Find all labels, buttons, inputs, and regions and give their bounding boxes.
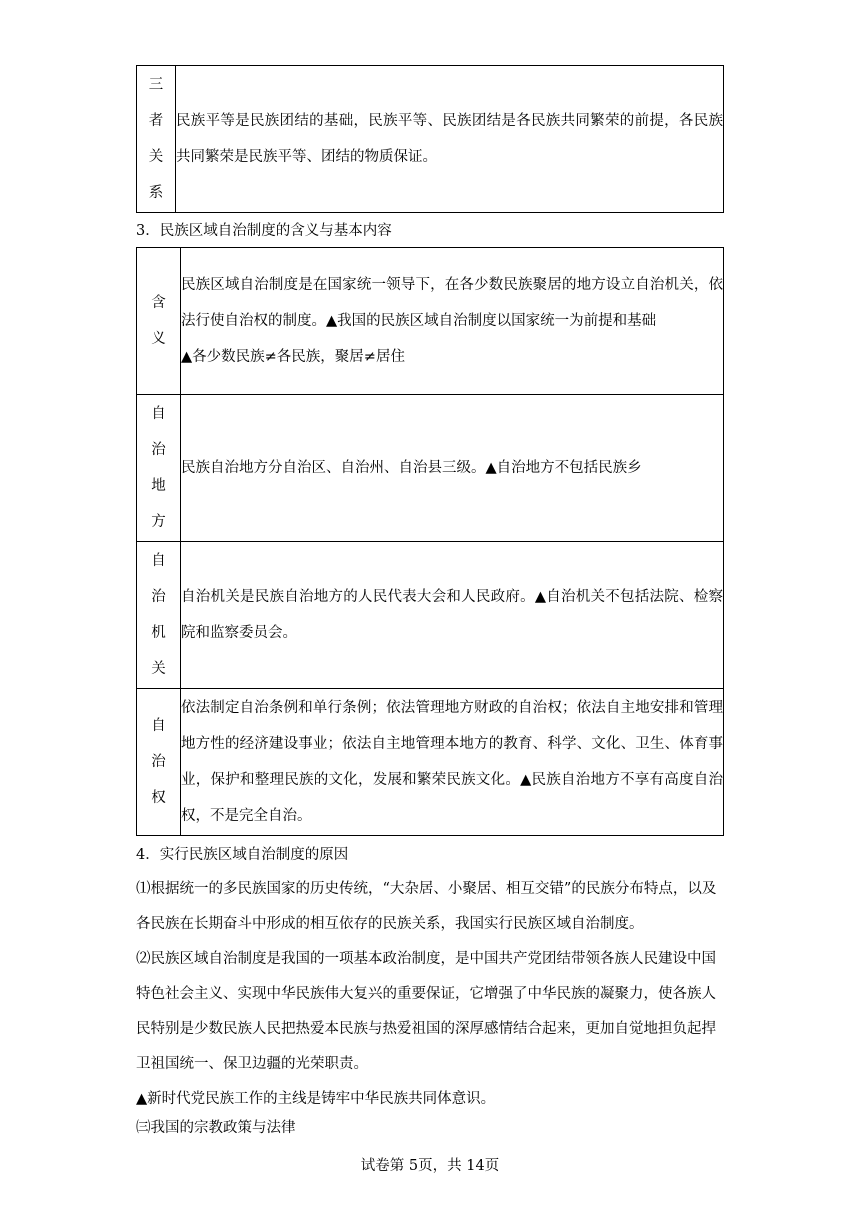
row-label-relationship: 三 者 关 系	[137, 66, 176, 213]
table-row	[137, 689, 724, 836]
paragraph-reason-1: ⑴根据统一的多民族国家的历史传统，“大杂居、小聚居、相互交错”的民族分布特点，以及各民族在长期奋斗中形成的相互依存的民族关系，我国实行民族区域自治制度。	[136, 881, 717, 932]
meaning-note: ▲各少数民族≠各民族，聚居≠居住	[181, 349, 405, 365]
meaning-text: 民族区域自治制度是在国家统一领导下，在各少数民族聚居的地方设立自治机关，依法行使自治权的制度。▲我国的民族区域自治制度以国家统一为前提和基础	[181, 277, 723, 329]
section-4-heading: 4．实行民族区域自治制度的原因	[136, 847, 349, 863]
paragraph-reason-2: ⑵民族区域自治制度是我国的一项基本政治制度，是中国共产党团结带领各族人民建设中国特色社会主义、实现中华民族伟大复兴的重要保证，它增强了中华民族的凝聚力，使各族人民特别是少数民族人民把热爱本民族与热爱祖国的深厚感情结合起来，更加自觉地担负起捍卫祖国统一、保卫边疆的光荣职责。	[136, 951, 716, 1072]
row-text: 依法制定自治条例和单行条例；依法管理地方财政的自治权；依法自主地安排和管理地方性的经济建设事业；依法自主地管理本地方的教育、科学、文化、卫生、体育事业，保护和整理民族的文化，发展和繁荣民族文化。▲民族自治地方不享有高度自治权，不是完全自治。	[181, 689, 724, 836]
row-label-autonomous-organs: 自 治 机 关	[137, 542, 181, 689]
row-label-autonomous-areas: 自 治 地 方	[137, 395, 181, 542]
row-text: 民族平等是民族团结的基础，民族平等、民族团结是各民族共同繁荣的前提，各民族共同繁荣是民族平等、团结的物质保证。	[176, 66, 724, 213]
page-footer: 试卷第 5页，共 14页	[360, 1158, 500, 1174]
row-text	[181, 248, 724, 395]
row-text: 自治机关是民族自治地方的人民代表大会和人民政府。▲自治机关不包括法院、检察院和监察委员会。	[181, 542, 724, 689]
row-text: 民族自治地方分自治区、自治州、自治县三级。▲自治地方不包括民族乡	[181, 395, 724, 542]
relationship-table	[136, 65, 724, 213]
row-label-meaning: 含 义	[137, 248, 181, 395]
table-row	[137, 248, 724, 395]
subsection-heading: ㈢我国的宗教政策与法律	[136, 1120, 296, 1136]
table-row	[137, 395, 724, 542]
row-label-autonomy-rights: 自 治 权	[137, 689, 181, 836]
table-row	[137, 542, 724, 689]
section-3-heading: 3．民族区域自治制度的含义与基本内容	[136, 223, 392, 239]
paragraph-main-line: ▲新时代党民族工作的主线是铸牢中华民族共同体意识。	[136, 1091, 496, 1107]
table-row	[137, 66, 724, 213]
autonomy-table	[136, 247, 724, 836]
